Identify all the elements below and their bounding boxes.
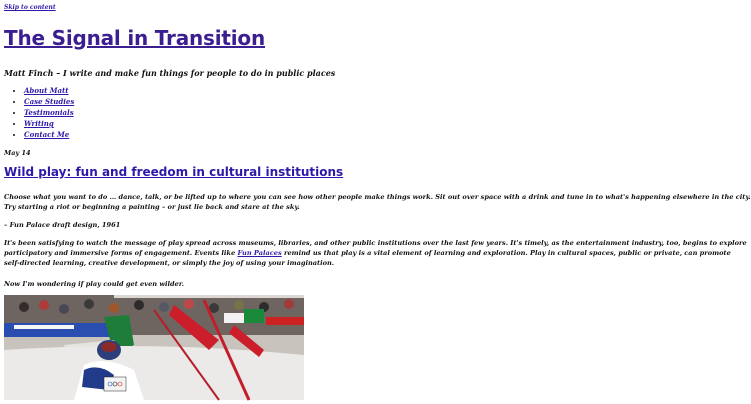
nav-link-about[interactable]: About Matt — [24, 86, 69, 95]
nav-link-testimonials[interactable]: Testimonials — [24, 108, 74, 117]
paragraph-line-2-start: participatory and immersive forms of engagement. Events like — [4, 249, 236, 257]
post-wondering: Now I'm wondering if play could get even wilder. — [4, 280, 185, 288]
nav-item-about — [24, 87, 74, 95]
fun-palaces-link[interactable]: Fun Palaces — [237, 249, 282, 257]
nav-item-contact — [24, 131, 74, 139]
quote-line-1: Choose what you want to do … dance, talk, or be lifted up to where you can see how other people make things work. Sit out over space with a drink and tune in to what's happening elsewhere in the city. — [4, 193, 751, 201]
quote-attribution: – Fun Palace draft design, 1961 — [4, 221, 121, 229]
paragraph-line-1: It's been satisfying to watch the message of play spread across museums, libraries, and other public institutions over the last few years. It's timely, as the entertainment industry, too, begins to explore — [4, 239, 747, 247]
nav-link-contact[interactable]: Contact Me — [24, 130, 70, 139]
site-description: Matt Finch – I write and make fun things for people to do in public places — [4, 68, 336, 78]
post-paragraph — [4, 238, 747, 268]
site-title[interactable]: The Signal in Transition — [4, 26, 265, 50]
paragraph-line-2-rest: remind us that play is a vital element of learning and exploration. Play in cultural spaces, public or private, can promote — [281, 249, 731, 257]
paragraph-line-2 — [4, 248, 747, 258]
post-title-link[interactable]: Wild play: fun and freedom in cultural institutions — [4, 165, 344, 179]
nav-link-case-studies[interactable]: Case Studies — [24, 97, 75, 106]
nav-link-writing[interactable]: Writing — [24, 119, 54, 128]
post-image-skier — [4, 295, 304, 400]
post-quote — [4, 192, 751, 212]
quote-line-2: Try starting a riot or beginning a painting – or just lie back and stare at the sky. — [4, 203, 300, 211]
paragraph-line-3: self-directed learning, creative development, or simply the joy of using your imagination. — [4, 259, 335, 267]
post-date: May 14 — [4, 149, 31, 157]
skier-photo-illustration — [4, 295, 304, 400]
nav-item-case-studies — [24, 98, 74, 106]
main-navigation — [12, 87, 74, 142]
nav-item-testimonials — [24, 109, 74, 117]
skip-to-content-link[interactable]: Skip to content — [4, 4, 56, 11]
nav-item-writing — [24, 120, 74, 128]
